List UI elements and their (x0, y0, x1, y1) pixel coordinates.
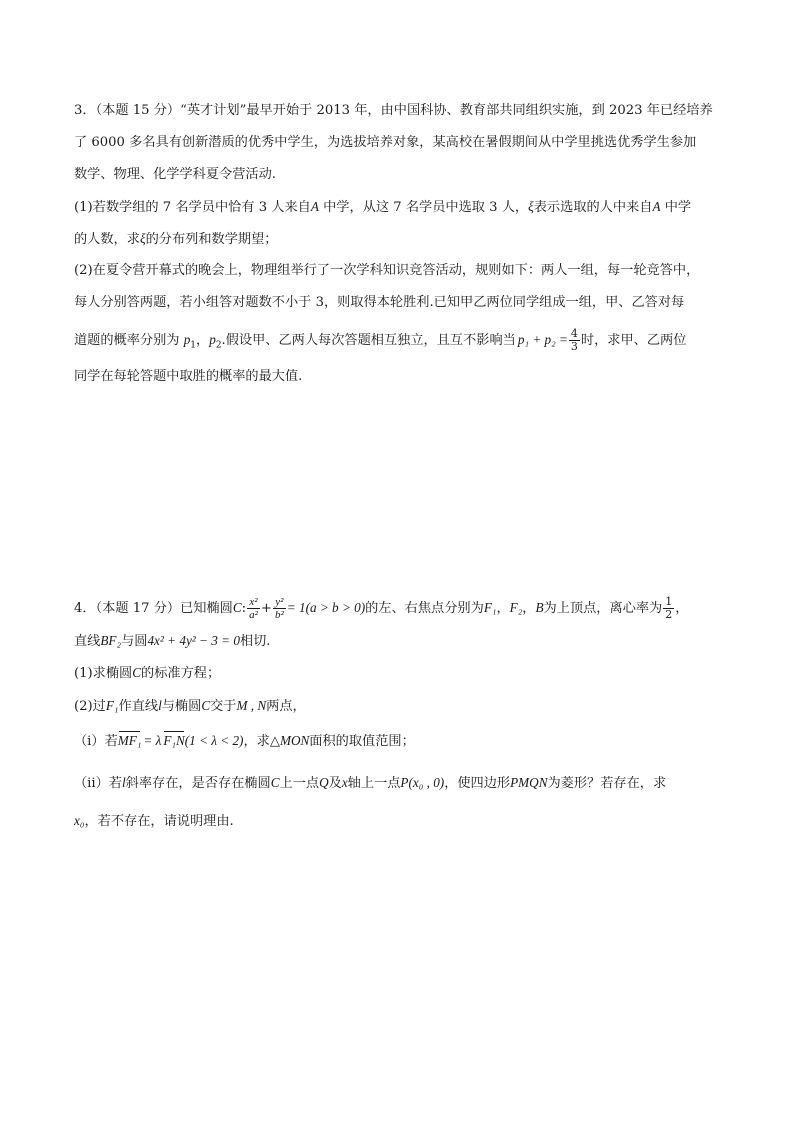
q3-part2-line-1: (2)在夏令营开幕式的晚会上，物理组举行了一次学科知识竞答活动，规则如下：两人一组，每一轮竞答中， (74, 263, 700, 278)
q3-part2-line-3 (74, 328, 686, 353)
q3-p1-subscript: 1 (190, 340, 197, 351)
q4-part1 (74, 664, 220, 683)
q4-plus: + (260, 601, 272, 616)
q4-ii-text-a: （ii）若 (74, 776, 122, 791)
q3-part1-text-f: 的分布列和数学期望； (145, 232, 278, 247)
q3-line-2: 了 6000 多名具有创新潜质的优秀中学生，为选拔培养对象，某高校在暑假期间从中学里挑选优秀学生参加 (74, 135, 697, 150)
q4-eccentricity-num: 1 (665, 595, 673, 608)
q3-part2-line-4: 同学在每轮答题中取胜的概率的最大值. (74, 369, 303, 384)
q4-fraction-y (273, 596, 286, 621)
q3-part2-line-2: 每人分别答两题，若小组答对题数不小于 3，则取得本轮胜利.已知甲乙两位同学组成一组，甲、乙答对每 (74, 295, 685, 310)
q4-colon: : (241, 601, 247, 616)
q4-i-text-b: ，求△ (243, 734, 280, 749)
q3-p2-subscript: 2 (215, 340, 222, 351)
q4-part2-ii-line-1 (74, 774, 666, 793)
q3-part2-text-b: .假设甲、乙两人每次答题相互独立，且互不影响当 (221, 333, 516, 348)
q4-line-2 (74, 632, 271, 651)
q3-part1-text-d: 中学 (660, 200, 692, 215)
q3-line-1: 3．（本题 15 分）“英才计划”最早开始于 2013 年，由中国科协、教育部共同组织实施，到 2023 年已经培养 (74, 103, 713, 118)
q4-i-condition: (1 < λ < 2) (184, 733, 244, 748)
q3-sum-equation: p₁ + p₂ = (517, 332, 568, 347)
q4-comma-3: ， (675, 601, 689, 616)
q4-ii-text-d: 及 (328, 776, 342, 791)
q4-circle-equation: 4x² + 4y² − 3 = 0 (147, 633, 240, 648)
q4-part2 (74, 697, 306, 716)
q4-fraction-x (247, 596, 260, 621)
q4-ii-x0: x₀ (74, 813, 85, 828)
q3-school-a-2: A (652, 199, 661, 214)
q3-part1-line-1 (74, 198, 691, 217)
q4-comma-1: ， (496, 601, 510, 616)
q3-fraction-denominator: 3 (570, 340, 578, 353)
q4-part2-f1: F₁ (105, 698, 119, 713)
q4-part1-c: C (132, 665, 142, 680)
q4-ii-text-b: 斜率存在，是否存在椭圆 (125, 776, 271, 791)
q4-ii-l: l (122, 775, 126, 790)
q4-ii-text-h: ，若不存在，请说明理由. (84, 814, 234, 829)
q4-text-vertex: 为上顶点，离心率为 (543, 601, 663, 616)
q4-i-text-c: 面积的取值范围； (309, 734, 415, 749)
q3-part1-text-a: (1)若数学组的 7 名学员中恰有 3 人来自 (74, 200, 311, 215)
q4-line2-text-a: 直线 (74, 634, 101, 649)
q4-ii-text-f: ，使四边形 (444, 776, 511, 791)
q4-ii-point-p: P(x₀ , 0) (400, 775, 445, 790)
q3-line-3: 数学、物理、化学学科夏令营活动. (74, 167, 277, 182)
q3-part1-line-2 (74, 230, 277, 249)
q4-part2-text-d: 交于 (210, 699, 237, 714)
q4-b: B (535, 600, 544, 615)
q4-part1-text-b: 的标准方程； (141, 666, 221, 681)
q4-fraction-x-num: x² (247, 596, 260, 609)
q4-text-intro: 4．（本题 17 分）已知椭圆 (74, 601, 233, 616)
q4-part2-text-e: 两点， (266, 699, 306, 714)
q4-part2-c: C (201, 698, 211, 713)
q4-ii-x: x (341, 775, 348, 790)
q4-part2-line-l: l (158, 698, 162, 713)
q4-fraction-y-num: y² (273, 596, 286, 609)
q4-ii-pmqn: PMQN (510, 775, 548, 790)
q4-fraction-x-den: a² (249, 609, 258, 621)
q3-p1-symbol: p (183, 332, 191, 347)
q4-ii-q: Q (319, 775, 329, 790)
q4-eccentricity-fraction (663, 596, 674, 621)
q3-part2-text-a: 道题的概率分别为 (74, 333, 180, 348)
q4-line-bf2: BF₂ (100, 633, 122, 648)
q3-xi-2: ξ (139, 231, 146, 246)
q3-comma: ， (196, 333, 210, 348)
q4-line2-text-c: 相切. (239, 634, 271, 649)
q4-vector-f1n: F₁N (163, 733, 185, 748)
q4-ii-text-c: 上一点 (279, 776, 320, 791)
q4-part2-mn: M , N (236, 698, 267, 713)
q4-ii-c: C (270, 775, 280, 790)
q4-f2: F₂ (509, 600, 523, 615)
q4-eccentricity-den: 2 (665, 608, 673, 621)
q4-ii-text-e: 轴上一点 (347, 776, 401, 791)
q4-line-1 (74, 596, 688, 621)
q4-part2-text-a: (2)过 (74, 699, 106, 714)
q4-f1: F₁ (483, 600, 497, 615)
q4-condition: = 1(a > b > 0) (286, 600, 366, 615)
q3-part1-text-b: 中学，从这 7 名学员中选取 3 人， (318, 200, 529, 215)
q3-school-a-1: A (310, 199, 319, 214)
q4-line2-text-b: 与圆 (121, 634, 148, 649)
q4-part2-text-c: 与椭圆 (161, 699, 202, 714)
q3-p2-symbol: p (209, 332, 216, 347)
q3-fraction (569, 328, 580, 353)
q3-part1-text-c: 表示选取的人中来自 (533, 200, 653, 215)
q4-text-foci: 的左、右焦点分别为 (365, 601, 484, 616)
q4-part1-text-a: (1)求椭圆 (74, 666, 133, 681)
q4-triangle-mon: MON (279, 733, 310, 748)
q3-part2-text-c: 时，求甲、乙两位 (580, 333, 687, 348)
q4-i-eq: = λ (143, 733, 162, 748)
q4-ellipse-name: C (232, 600, 242, 615)
q4-i-text-a: （i）若 (74, 734, 118, 749)
q4-vector-mf1: MF₁ (117, 733, 142, 748)
q3-part1-text-e: 的人数，求 (74, 232, 140, 247)
q4-ii-text-g: 为菱形？若存在，求 (547, 776, 667, 791)
q4-part2-text-b: 作直线 (118, 699, 159, 714)
q3-xi-1: ξ (528, 199, 534, 214)
q4-part2-ii-line-2 (74, 812, 234, 831)
q4-part2-i (74, 732, 415, 751)
q4-comma-2: ， (522, 601, 536, 616)
q3-fraction-numerator: 4 (570, 327, 578, 340)
q4-fraction-y-den: b² (274, 609, 284, 621)
